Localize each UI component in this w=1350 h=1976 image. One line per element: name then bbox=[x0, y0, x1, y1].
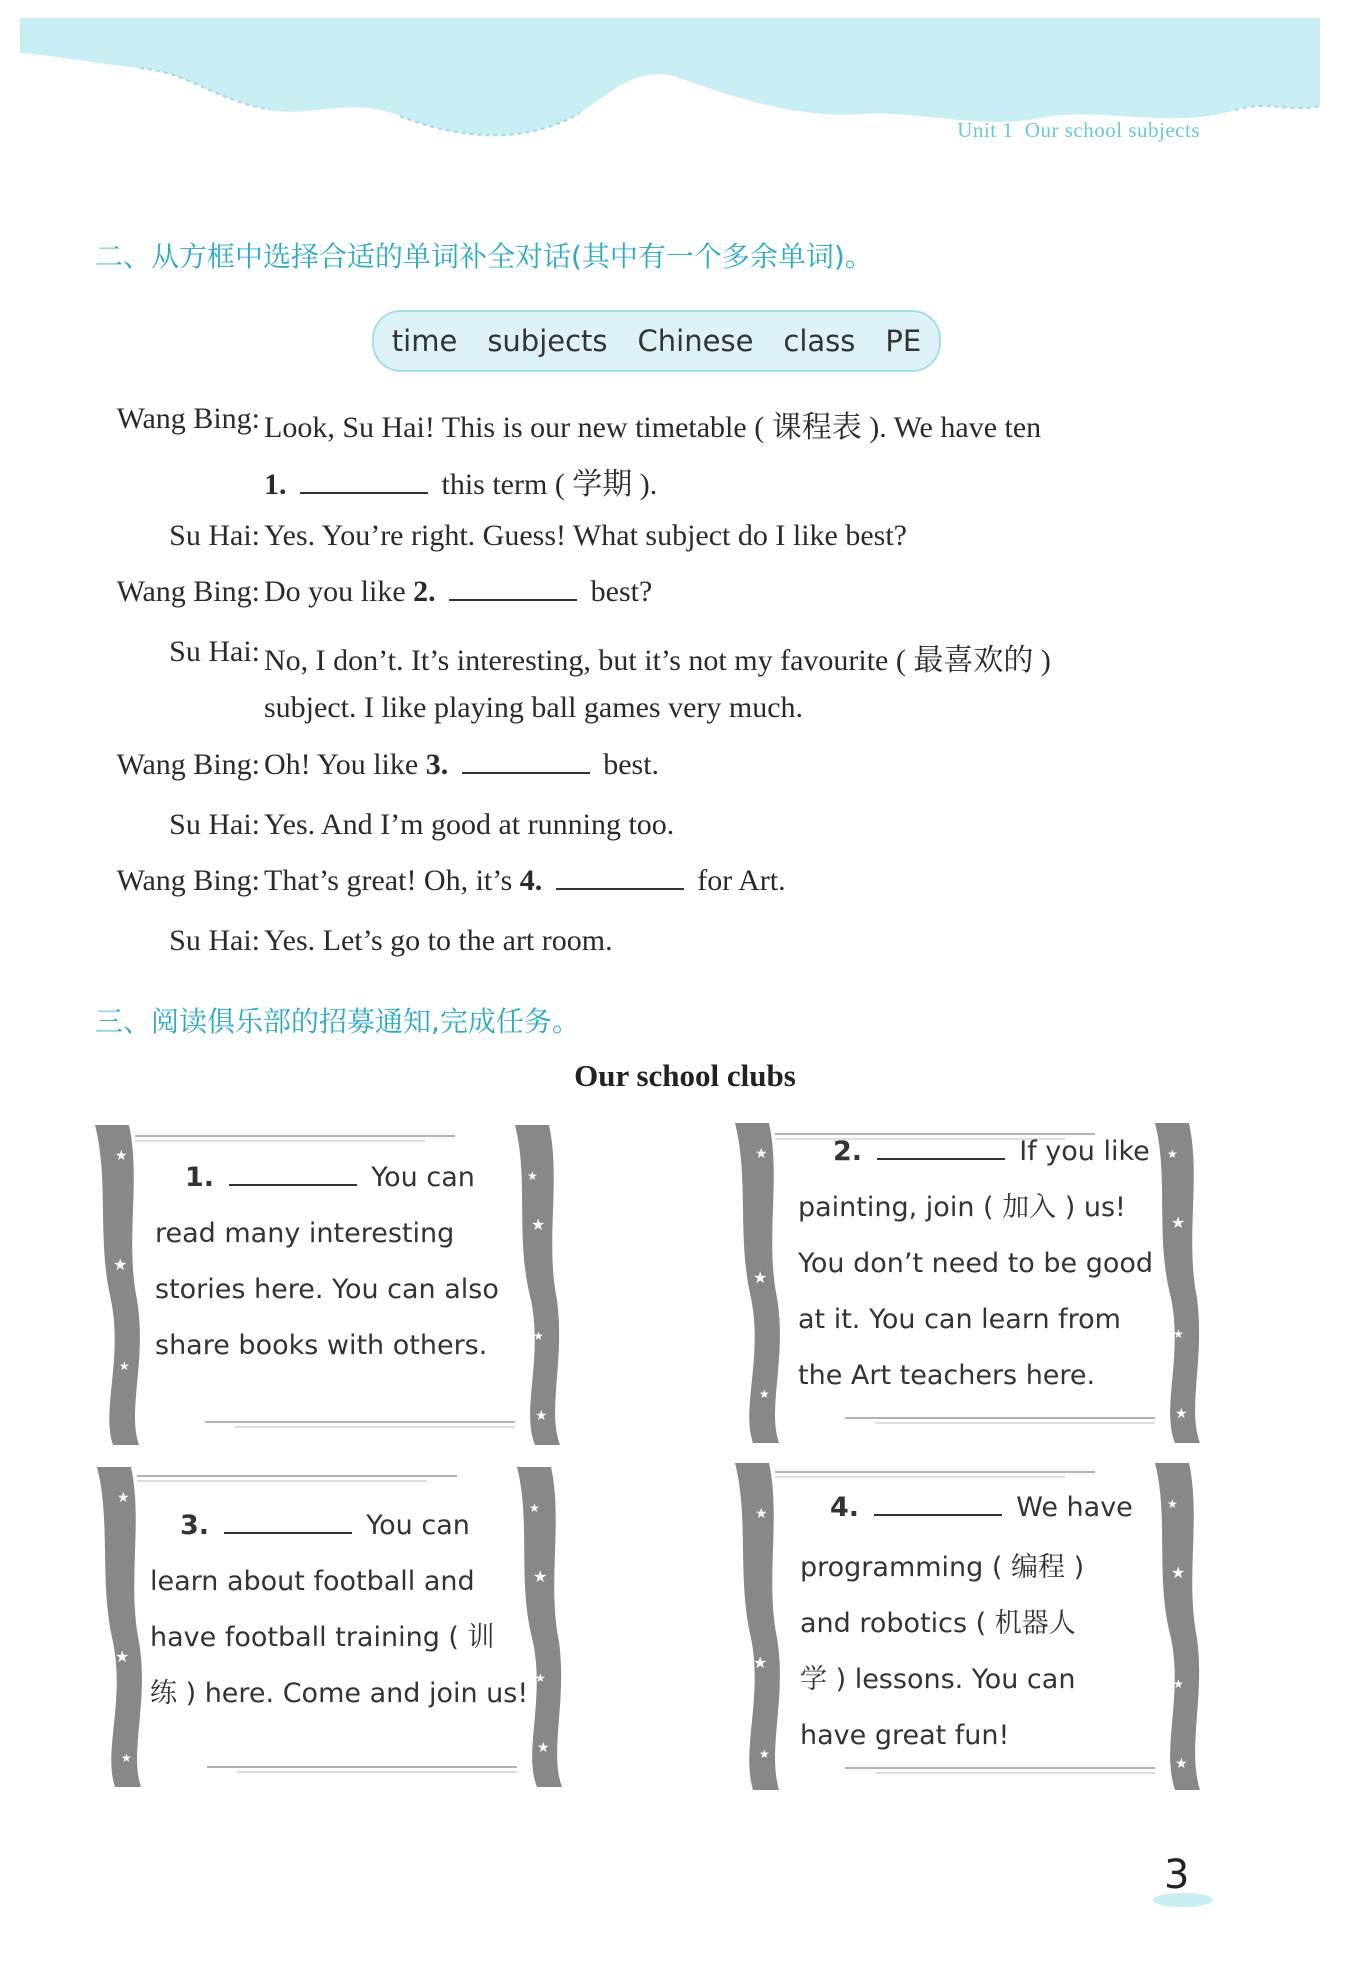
card-body-line: read many interesting bbox=[155, 1218, 455, 1249]
card-body-line: have great fun! bbox=[800, 1720, 1010, 1751]
speech-after: best? bbox=[590, 575, 653, 608]
club-name-blank[interactable] bbox=[874, 1490, 1002, 1516]
svg-text:★: ★ bbox=[755, 1507, 768, 1522]
speech-text bbox=[264, 575, 652, 609]
card-first-line bbox=[185, 1150, 475, 1206]
section-3-heading: 三、阅读俱乐部的招募通知,完成任务。 bbox=[95, 1005, 580, 1038]
club-card-1 bbox=[95, 1120, 560, 1445]
svg-text:★: ★ bbox=[535, 1671, 546, 1685]
svg-text:★: ★ bbox=[115, 1149, 128, 1164]
word-bank-item: subjects bbox=[487, 324, 608, 358]
speaker-label: Wang Bing: bbox=[116, 748, 260, 781]
clubs-title: Our school clubs bbox=[574, 1058, 796, 1093]
svg-text:★: ★ bbox=[533, 1329, 544, 1343]
card-body-line: have football training ( 训 bbox=[150, 1622, 495, 1653]
card-text-after: If you like bbox=[1019, 1136, 1150, 1167]
club-number: 3. bbox=[180, 1510, 210, 1541]
card-body-line: and robotics ( 机器人 bbox=[800, 1608, 1076, 1639]
svg-text:★: ★ bbox=[759, 1387, 770, 1401]
speech-before: That’s great! Oh, it’s bbox=[264, 864, 513, 897]
svg-text:★: ★ bbox=[537, 1741, 550, 1756]
dialogue-line bbox=[264, 691, 803, 725]
speech-after: for Art. bbox=[697, 864, 786, 897]
speech-text: No, I don’t. It’s interesting, but it’s not my favourite ( 最喜欢的 ) bbox=[264, 644, 1051, 677]
club-card-4 bbox=[735, 1458, 1200, 1790]
speech-text: subject. I like playing ball games very much. bbox=[264, 691, 804, 724]
speech-text bbox=[264, 864, 786, 898]
card-text-after: You can bbox=[366, 1510, 470, 1541]
svg-text:★: ★ bbox=[117, 1491, 130, 1506]
svg-text:★: ★ bbox=[1171, 1215, 1186, 1232]
svg-text:★: ★ bbox=[753, 1655, 768, 1672]
question-number: 1. bbox=[264, 468, 287, 501]
svg-text:★: ★ bbox=[759, 1747, 770, 1761]
club-name-blank[interactable] bbox=[229, 1160, 357, 1186]
answer-blank[interactable] bbox=[300, 468, 428, 494]
question-number: 3. bbox=[425, 748, 449, 781]
svg-text:★: ★ bbox=[535, 1409, 548, 1424]
svg-text:★: ★ bbox=[115, 1649, 130, 1666]
svg-text:★: ★ bbox=[119, 1359, 130, 1373]
answer-blank[interactable] bbox=[449, 575, 577, 601]
card-first-line bbox=[830, 1480, 1133, 1536]
club-card-3 bbox=[97, 1462, 562, 1787]
card-body-line: stories here. You can also bbox=[155, 1274, 499, 1305]
speech-text: Yes. And I’m good at running too. bbox=[264, 808, 675, 841]
svg-text:★: ★ bbox=[529, 1501, 540, 1515]
speaker-label: Su Hai: bbox=[169, 924, 260, 957]
svg-text:★: ★ bbox=[121, 1751, 132, 1765]
svg-text:★: ★ bbox=[533, 1569, 548, 1586]
svg-text:★: ★ bbox=[1171, 1565, 1186, 1582]
card-body-line: You don’t need to be good bbox=[798, 1248, 1154, 1279]
card-first-line bbox=[833, 1124, 1150, 1180]
card-body-line: painting, join ( 加入 ) us! bbox=[798, 1192, 1126, 1223]
word-bank-item: time bbox=[391, 324, 458, 358]
card-first-line bbox=[180, 1498, 470, 1554]
card-body-line: 练 ) here. Come and join us! bbox=[150, 1678, 529, 1709]
club-name-blank[interactable] bbox=[224, 1508, 352, 1534]
card-body-line: learn about football and bbox=[150, 1566, 475, 1597]
speaker-label: Su Hai: bbox=[169, 635, 260, 668]
speech-text: this term ( 学期 ). bbox=[441, 468, 658, 501]
svg-text:★: ★ bbox=[531, 1217, 546, 1234]
speech-after: best. bbox=[603, 748, 660, 781]
svg-text:★: ★ bbox=[1173, 1677, 1184, 1691]
club-number: 1. bbox=[185, 1162, 215, 1193]
answer-blank[interactable] bbox=[462, 748, 590, 774]
answer-blank[interactable] bbox=[556, 864, 684, 890]
club-number: 2. bbox=[833, 1136, 863, 1167]
card-body-line: programming ( 编程 ) bbox=[800, 1552, 1085, 1583]
question-number: 2. bbox=[413, 575, 436, 608]
unit-label: Unit 1 bbox=[957, 118, 1014, 142]
svg-text:★: ★ bbox=[755, 1147, 768, 1162]
dialogue-line bbox=[264, 459, 657, 503]
svg-text:★: ★ bbox=[1173, 1327, 1184, 1341]
cloud-banner bbox=[20, 18, 1320, 168]
svg-text:★: ★ bbox=[113, 1257, 128, 1274]
svg-text:★: ★ bbox=[527, 1169, 538, 1183]
speech-before: Oh! You like bbox=[264, 748, 419, 781]
question-number: 4. bbox=[519, 864, 543, 897]
card-body-line: share books with others. bbox=[155, 1330, 488, 1361]
speech-text: Yes. You’re right. Guess! What subject do I like best? bbox=[264, 519, 907, 552]
unit-title bbox=[957, 118, 1200, 143]
svg-text:★: ★ bbox=[1167, 1497, 1178, 1511]
word-bank-item: PE bbox=[885, 324, 922, 358]
speaker-label: Wang Bing: bbox=[116, 864, 260, 897]
section-2-heading: 二、从方框中选择合适的单词补全对话(其中有一个多余单词)。 bbox=[95, 240, 873, 273]
svg-text:★: ★ bbox=[1175, 1757, 1188, 1772]
card-text-after: We have bbox=[1016, 1492, 1133, 1523]
word-bank-item: Chinese bbox=[637, 324, 754, 358]
speech-text bbox=[264, 748, 659, 782]
speech-text: Look, Su Hai! This is our new timetable ( 课程表 ). We have ten bbox=[264, 411, 1042, 444]
card-text-after: You can bbox=[371, 1162, 475, 1193]
svg-text:★: ★ bbox=[1167, 1147, 1178, 1161]
word-bank-box bbox=[372, 310, 941, 372]
svg-text:★: ★ bbox=[753, 1270, 768, 1287]
club-name-blank[interactable] bbox=[877, 1134, 1005, 1160]
speaker-label: Wang Bing: bbox=[116, 402, 260, 435]
card-body-line: 学 ) lessons. You can bbox=[800, 1664, 1076, 1695]
speaker-label: Su Hai: bbox=[169, 519, 260, 552]
svg-text:★: ★ bbox=[1175, 1407, 1188, 1422]
card-body-line: at it. You can learn from bbox=[798, 1304, 1121, 1335]
unit-subject: Our school subjects bbox=[1024, 118, 1200, 142]
speech-before: Do you like bbox=[264, 575, 406, 608]
word-bank-item: class bbox=[783, 324, 856, 358]
club-number: 4. bbox=[830, 1492, 860, 1523]
speech-text: Yes. Let’s go to the art room. bbox=[264, 924, 613, 957]
page-number: 3 bbox=[1164, 1852, 1190, 1898]
speaker-label: Wang Bing: bbox=[116, 575, 260, 608]
speaker-label: Su Hai: bbox=[169, 808, 260, 841]
club-card-2 bbox=[735, 1118, 1200, 1443]
card-body-line: the Art teachers here. bbox=[798, 1360, 1096, 1391]
